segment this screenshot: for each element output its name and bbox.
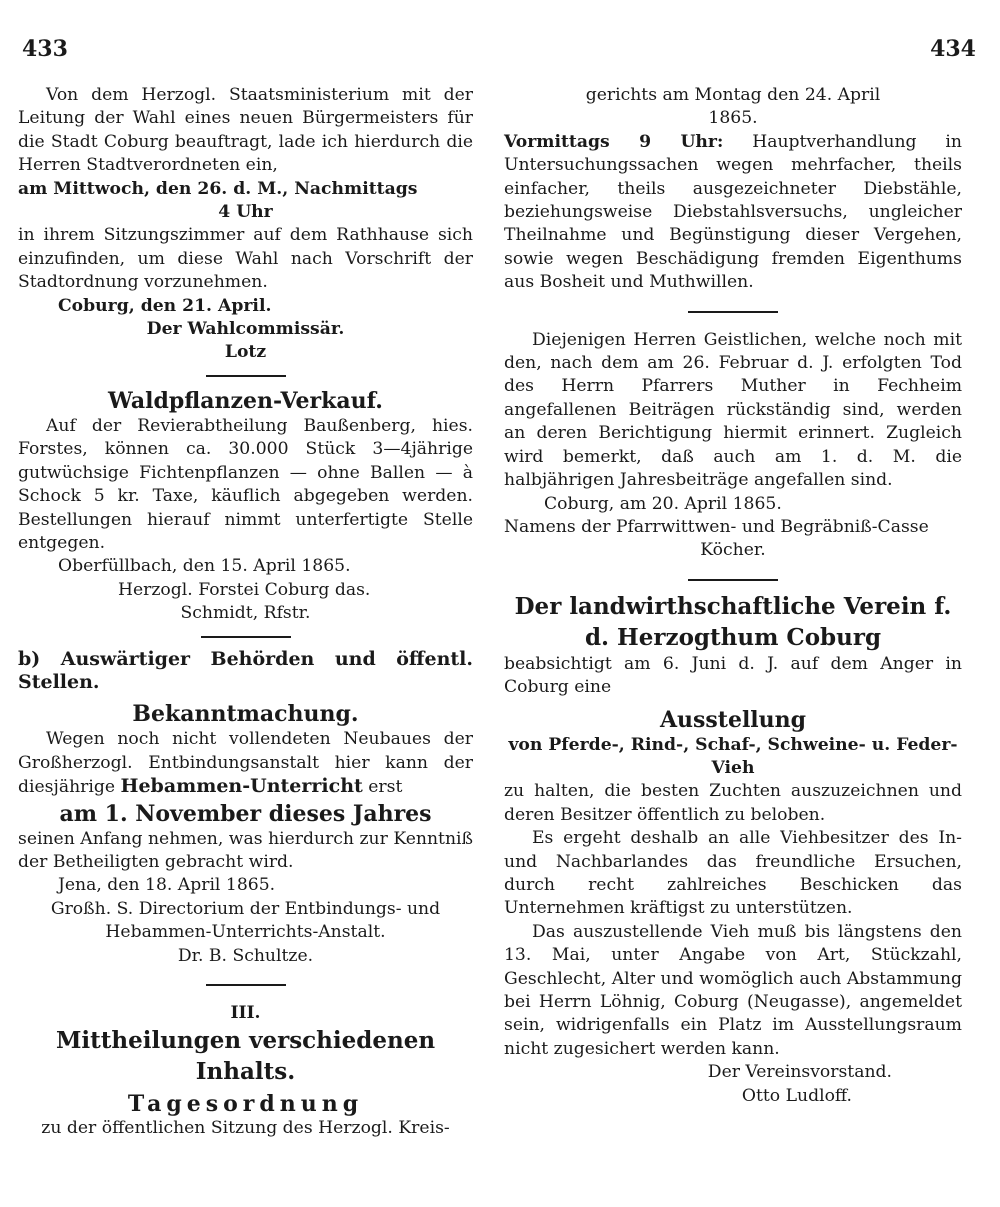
notice2-place-date: Oberfüllbach, den 15. April 1865.: [58, 556, 351, 577]
notice3-name: Dr. B. Schultze.: [177, 945, 314, 966]
notice2-body: Auf der Revierabtheilung Baußenberg, hies. Forstes, können ca. 30.000 Stück 3—4jährige gutwüchsige Fichtenpflanzen — ohne Ballen — à Schock 5 kr. Taxe, käuflich abgegeben werden. Bestellungen hierauf nimmt unterfertigte Stelle entgegen.: [18, 415, 473, 553]
notice2-heading: Waldpflanzen-Verkauf.: [108, 387, 383, 414]
notice1-time: 4 Uhr: [218, 202, 273, 223]
verein-body4: Das auszustellende Vieh muß bis längstens den 13. Mai, unter Angabe von Art, Stückzahl, Geschlecht, Alter und womöglich auch Abstammung bei Herrn Löhnig, Coburg (Neugasse), angemeldet sein, widrigenfalls ein Platz im Ausstellungsraum nicht zugesichert werden kann.: [504, 921, 962, 1059]
verein-heading: Der landwirthschaftliche Verein f. d. Herzogthum Coburg: [514, 592, 952, 651]
divider: [688, 579, 778, 581]
notice2-name: Schmidt, Rfstr.: [180, 603, 311, 624]
verein-body2: zu halten, die besten Zuchten auszuzeichnen und deren Besitzer öffentlich zu beloben.: [504, 781, 962, 825]
notice3-hebammen: Hebammen-Unterricht: [120, 775, 363, 798]
notice1-role: Der Wahlcommissär.: [146, 319, 345, 340]
notice1-date-line: am Mittwoch, den 26. d. M., Nachmittags: [18, 178, 418, 199]
verein-name: Otto Ludloff.: [741, 1085, 852, 1106]
clergy-place-date: Coburg, am 20. April 1865.: [544, 493, 782, 514]
notice1-name: Lotz: [224, 342, 267, 363]
notice3-date: am 1. November dieses Jahres: [59, 800, 432, 827]
agenda-year: 1865.: [708, 108, 758, 129]
divider: [201, 636, 291, 638]
clergy-body: Diejenigen Herren Geistlichen, welche noch mit den, nach dem am 26. Februar d. J. erfolgten Tod des Herrn Pfarrers Muther in Fechheim angefallenen Beiträgen rückständig sind, werden an deren Berichtigung hiermit erinnert. Zugleich wird bemerkt, daß auch am 1. d. M. die halbjährigen Jahresbeiträge angefallen sind.: [504, 329, 962, 491]
notice3-erst: erst: [368, 777, 403, 798]
notice3-body-text: Wegen noch nicht vollendeten Neubaues der Großherzogl. Entbindungsanstalt hier kann der diesjährige: [18, 729, 473, 798]
divider: [688, 311, 778, 313]
left-column: [18, 84, 473, 1140]
notice3-body: [18, 728, 473, 799]
notice1-body2: in ihrem Sitzungszimmer auf dem Rathhause sich einzufinden, um diese Wahl nach Vorschrift der Stadtordnung vorzunehmen.: [18, 225, 473, 293]
agenda-body: Hauptverhandlung in Untersuchungssachen wegen mehrfacher, theils einfacher, theils ausgezeichneter Diebstähle, beziehungsweise Diebstahlsversuchs, ungleicher Theilnahme und Begünstigung dieser Vergehen, sowie wegen Beschädigung fremden Eigenthums aus Bosheit und Muthwillen.: [504, 131, 962, 293]
notice3-heading: Bekanntmachung.: [132, 701, 359, 728]
agenda-item: [504, 131, 962, 295]
notice1-place-date: Coburg, den 21. April.: [58, 295, 272, 316]
section-b-heading: b) Auswärtiger Behörden und öffentl. Stellen.: [18, 647, 473, 693]
tagesordnung-heading: Tagesordnung: [127, 1091, 364, 1118]
verein-body: beabsichtigt am 6. Juni d. J. auf dem Anger in Coburg eine: [504, 653, 962, 698]
notice3-body2: seinen Anfang nehmen, was hierdurch zur Kenntniß der Betheiligten gebracht wird.: [18, 828, 473, 872]
divider: [206, 375, 286, 377]
agenda-label: Vormittags 9 Uhr:: [504, 131, 724, 152]
notice3-place-date: Jena, den 18. April 1865.: [58, 875, 276, 896]
notice3-office: Großh. S. Directorium der Entbindungs- und Hebammen-Unterrichts-Anstalt.: [50, 898, 441, 943]
notice1-body: Von dem Herzogl. Staatsministerium mit der Leitung der Wahl eines neuen Bürgermeisters für die Stadt Coburg beauftragt, lade ich hierdurch die Herren Stadtverordneten ein,: [18, 85, 473, 176]
tagesordnung-sub: zu der öffentlichen Sitzung des Herzogl. Kreis-: [41, 1117, 450, 1138]
agenda-continuation: gerichts am Montag den 24. April: [585, 85, 881, 105]
section3-heading: Mittheilungen verschiedenen Inhalts.: [55, 1027, 436, 1086]
verein-signoff: Der Vereinsvorstand.: [707, 1062, 892, 1083]
divider: [206, 984, 286, 986]
clergy-name: Köcher.: [700, 540, 766, 561]
page-number-left: 433: [22, 36, 68, 62]
right-column: [504, 84, 962, 1108]
clergy-org: Namens der Pfarrwittwen- und Begräbniß-Casse: [504, 516, 929, 537]
verein-body3: Es ergeht deshalb an alle Viehbesitzer des In- und Nachbarlandes das freundliche Ersuchen, durch recht zahlreiches Beschicken das Unternehmen kräftigst zu unterstützen.: [504, 828, 962, 919]
page-number-right: 434: [930, 36, 976, 62]
notice2-office: Herzogl. Forstei Coburg das.: [118, 579, 371, 600]
verein-animals: von Pferde-, Rind-, Schaf-, Schweine- u. Feder-Vieh: [508, 734, 958, 778]
verein-ausstellung: Ausstellung: [659, 706, 807, 733]
section3-numeral: III.: [230, 1003, 261, 1023]
